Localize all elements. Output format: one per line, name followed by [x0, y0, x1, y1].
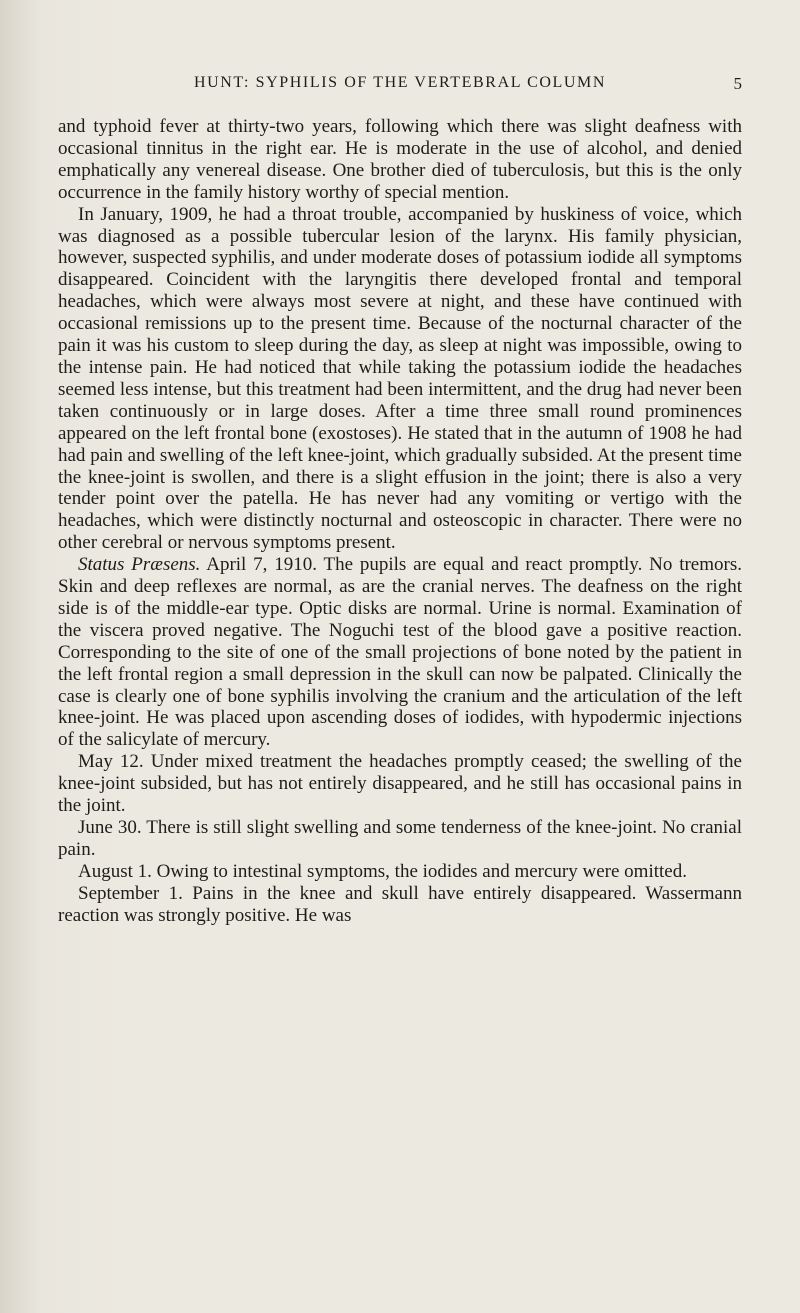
- paragraph-text: April 7, 1910. The pupils are equal and react promptly. No tremors. Skin and deep reflexes are normal, as are the cranial nerves. The deafness on the right side is of the middle-ear type. Optic disks are normal. Urine is normal. Examination of the viscera proved negative. The Noguchi test of the blood gave a positive reaction. Corresponding to the site of one of the small projections of bone noted by the patient in the left frontal region a small depression in the skull can now be palpated. Clinically the case is clearly one of bone syphilis involving the cranium and the articulation of the left knee-joint. He was placed upon ascending doses of iodides, with hypodermic injections of the salicylate of mercury.: [58, 554, 742, 751]
- status-praesens-heading: Status Præsens.: [78, 554, 201, 576]
- paragraph-5: [58, 817, 742, 861]
- running-title: HUNT: SYPHILIS OF THE VERTEBRAL COLUMN: [193, 74, 607, 91]
- paragraph-4: [58, 751, 742, 817]
- paragraph-text: September 1. Pains in the knee and skull have entirely disappeared. Wassermann reaction was strongly positive. He was: [58, 882, 742, 926]
- running-header: [58, 74, 742, 104]
- body-text: [58, 116, 742, 927]
- paragraph-text: and typhoid fever at thirty-two years, following which there was slight deafness with occasional tinnitus in the right ear. He is moderate in the use of alcohol, and denied emphatically any venereal disease. One brother died of tuberculosis, but this is the only occurrence in the family history worthy of special mention.: [58, 116, 742, 203]
- paragraph-text: May 12. Under mixed treatment the headaches promptly ceased; the swelling of the knee-joint subsided, but has not entirely disappeared, and he still has occasional pains in the joint.: [58, 751, 742, 817]
- paragraph-6: [58, 861, 742, 883]
- paragraph-text: June 30. There is still slight swelling and some tenderness of the knee-joint. No cranial pain.: [58, 817, 742, 860]
- paragraph-1: [58, 116, 742, 204]
- paragraph-7: [58, 883, 742, 927]
- paragraph-text: August 1. Owing to intestinal symptoms, the iodides and mercury were omitted.: [78, 860, 687, 882]
- page-number: 5: [733, 74, 742, 93]
- paragraph-text: In January, 1909, he had a throat trouble, accompanied by huskiness of voice, which was diagnosed as a possible tubercular lesion of the larynx. His family physician, however, suspected syphilis, and under moderate doses of potassium iodide all symptoms disappeared. Coincident with the laryngitis there developed frontal and temporal headaches, which were always most severe at night, and these have continued with occasional remissions up to the present time. Because of the nocturnal character of the pain it was his custom to sleep during the day, as sleep at night was impossible, owing to the intense pain. He had noticed that while taking the potassium iodide the headaches seemed less intense, but this treatment had been intermittent, and the drug had never been taken continuously or in large doses. After a time three small round prominences appeared on the left frontal bone (exostoses). He stated that in the autumn of 1908 he had had pain and swelling of the left knee-joint, which gradually subsided. At the present time the knee-joint is swollen, and there is a slight effusion in the joint; there is also a very tender point over the patella. He has never had any vomiting or vertigo with the headaches, which were distinctly nocturnal and osteoscopic in character. There were no other cerebral or nervous symptoms present.: [58, 203, 742, 554]
- paragraph-3: [58, 554, 742, 751]
- paragraph-2: [58, 204, 742, 555]
